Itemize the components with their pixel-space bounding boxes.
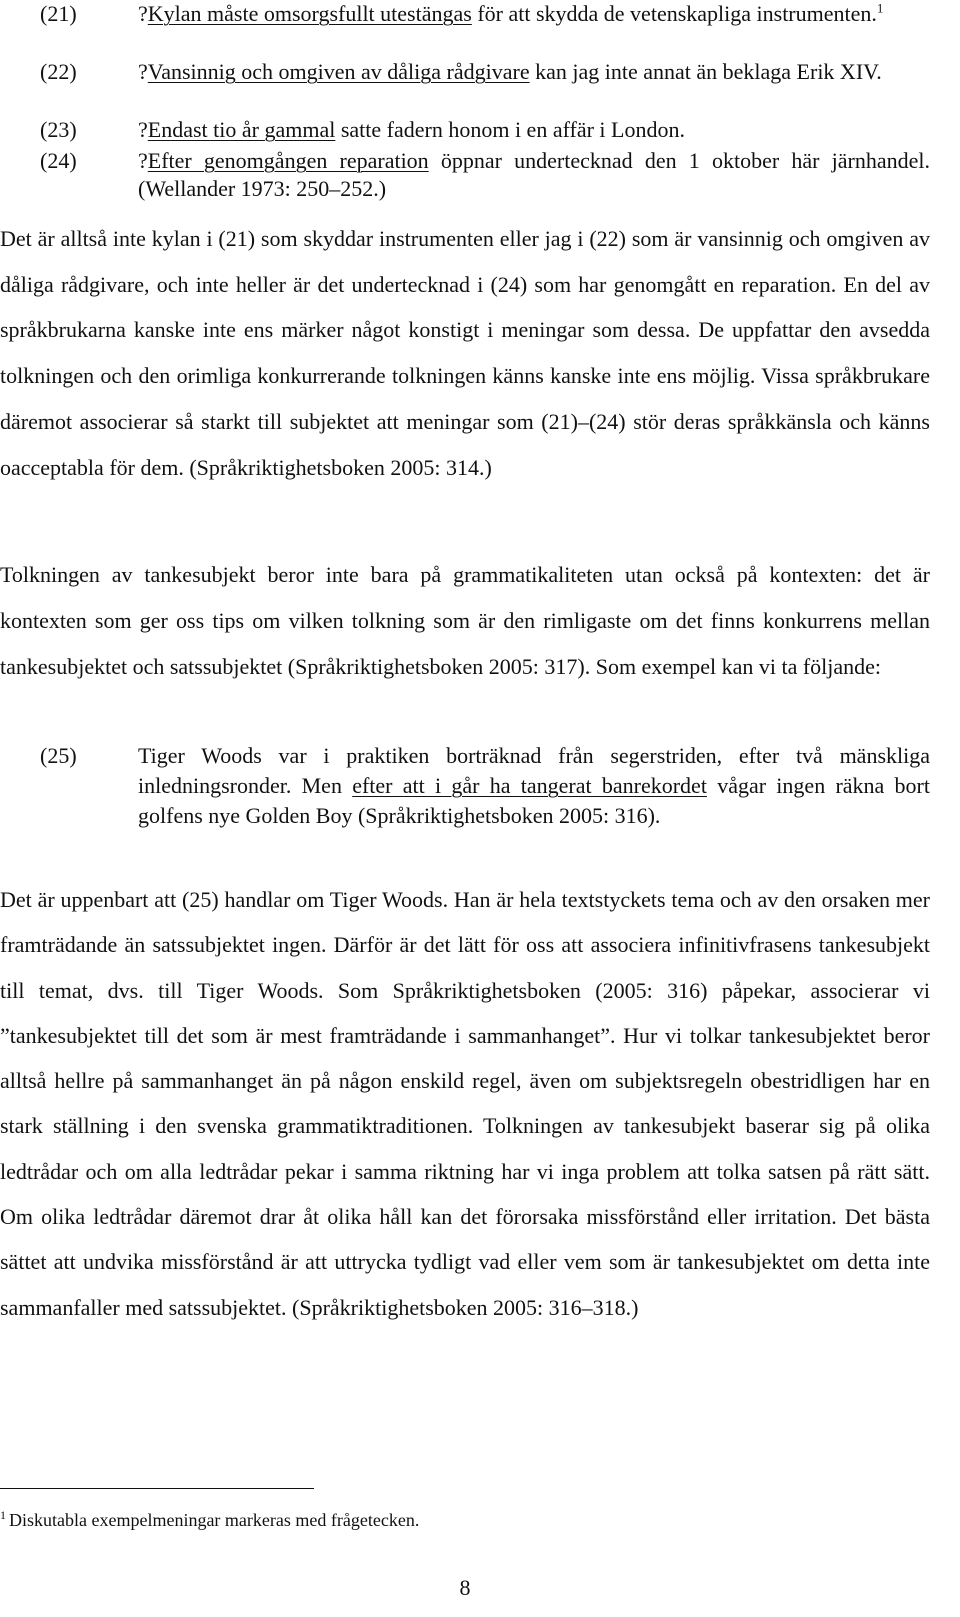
example-text bbox=[138, 58, 930, 86]
example-text-after: vågar ingen räkna bort golfens nye Golden Boy (Språkriktighetsboken 2005: 316). bbox=[138, 773, 931, 828]
example-text bbox=[138, 741, 930, 831]
example-text bbox=[138, 0, 930, 28]
underlined-phrase: Kylan måste omsorgsfullt utestängas bbox=[147, 1, 472, 26]
underlined-phrase: Efter genomgången reparation bbox=[147, 148, 429, 173]
example-number: (25) bbox=[40, 743, 77, 768]
example-text bbox=[138, 116, 930, 144]
body-paragraph: Det är alltså inte kylan i (21) som skyddar instrumenten eller jag i (22) som är vansinnig och omgiven av dåliga rådgivare, och inte heller är det undertecknad i (24) som har genomgått en reparation. En del av språkbrukarna kanske inte ens märker något konstigt i meningar som dessa. De uppfattar den avsedda tolkningen och den orimliga konkurrerande tolkningen känns kanske inte ens möjlig. Vissa språkbrukare däremot associerar så starkt till subjektet att meningar som (21)–(24) stör deras språkkänsla och känns oacceptabla för dem. (Språkriktighetsboken 2005: 314.) bbox=[0, 226, 930, 480]
example-number: (21) bbox=[40, 1, 77, 26]
body-paragraph: Tolkningen av tankesubjekt beror inte bara på grammatikaliteten utan också på kontexten: det är kontexten som ger oss tips om vilken tolkning som är den rimligaste om det finns konkurrens mellan tankesubjektet och satssubjektet (Språkriktighetsboken 2005: 317). Som exempel kan vi ta följande: bbox=[0, 562, 930, 679]
underlined-phrase: Vansinnig och omgiven av dåliga rådgivare bbox=[147, 59, 530, 84]
example-rest: öppnar undertecknad den 1 oktober här järnhandel. (Wellander 1973: 250–252.) bbox=[138, 148, 930, 201]
example-number: (23) bbox=[40, 117, 77, 142]
example-rest: för att skydda de vetenskapliga instrumenten. bbox=[471, 1, 877, 26]
example-number: (22) bbox=[40, 59, 77, 84]
question-mark: ? bbox=[138, 117, 148, 142]
page-number: 8 bbox=[459, 1575, 471, 1600]
footnote-divider bbox=[0, 1488, 314, 1489]
footnote-text: Diskutabla exempelmeningar markeras med frågetecken. bbox=[9, 1510, 420, 1530]
question-mark: ? bbox=[138, 59, 148, 84]
example-text-before: Tiger Woods var i praktiken borträknad från segerstriden, efter två mänskliga inledningsronder. Men bbox=[138, 743, 930, 798]
example-number: (24) bbox=[40, 148, 77, 173]
footnote-marker: 1 bbox=[0, 1508, 6, 1522]
footnote bbox=[0, 1508, 419, 1532]
underlined-phrase: Endast tio år gammal bbox=[147, 117, 336, 142]
question-mark: ? bbox=[138, 1, 148, 26]
example-rest: satte fadern honom i en affär i London. bbox=[335, 117, 685, 142]
question-mark: ? bbox=[138, 148, 148, 173]
example-rest: kan jag inte annat än beklaga Erik XIV. bbox=[529, 59, 882, 84]
example-text bbox=[138, 147, 930, 203]
body-paragraph: Det är uppenbart att (25) handlar om Tiger Woods. Han är hela textstyckets tema och av den orsaken mer framträdande än satssubjektet ingen. Därför är det lätt för oss att associera infinitivfrasens tankesubjekt till temat, dvs. till Tiger Woods. Som Språkriktighetsboken (2005: 316) påpekar, associerar vi ”tankesubjektet till det som är mest framträdande i sammanhanget”. Hur vi tolkar tankesubjektet beror alltså hellre på sammanhanget än på någon enskild regel, även om subjektsregeln obestridligen har en stark ställning i den svenska grammatiktraditionen. Tolkningen av tankesubjekt baserar sig på olika ledtrådar och om alla ledtrådar pekar i samma riktning har vi inga problem att tolka satsen på rätt sätt. Om olika ledtrådar däremot drar åt olika håll kan det förorsaka missförstånd eller irritation. Det bästa sättet att undvika missförstånd är att uttrycka tydligt vad eller vem som är tankesubjektet om detta inte sammanfaller med satssubjektet. (Språkriktighetsboken 2005: 316–318.) bbox=[0, 887, 930, 1320]
footnote-reference[interactable]: 1 bbox=[876, 0, 884, 16]
underlined-phrase: efter att i går ha tangerat banrekordet bbox=[352, 773, 707, 798]
